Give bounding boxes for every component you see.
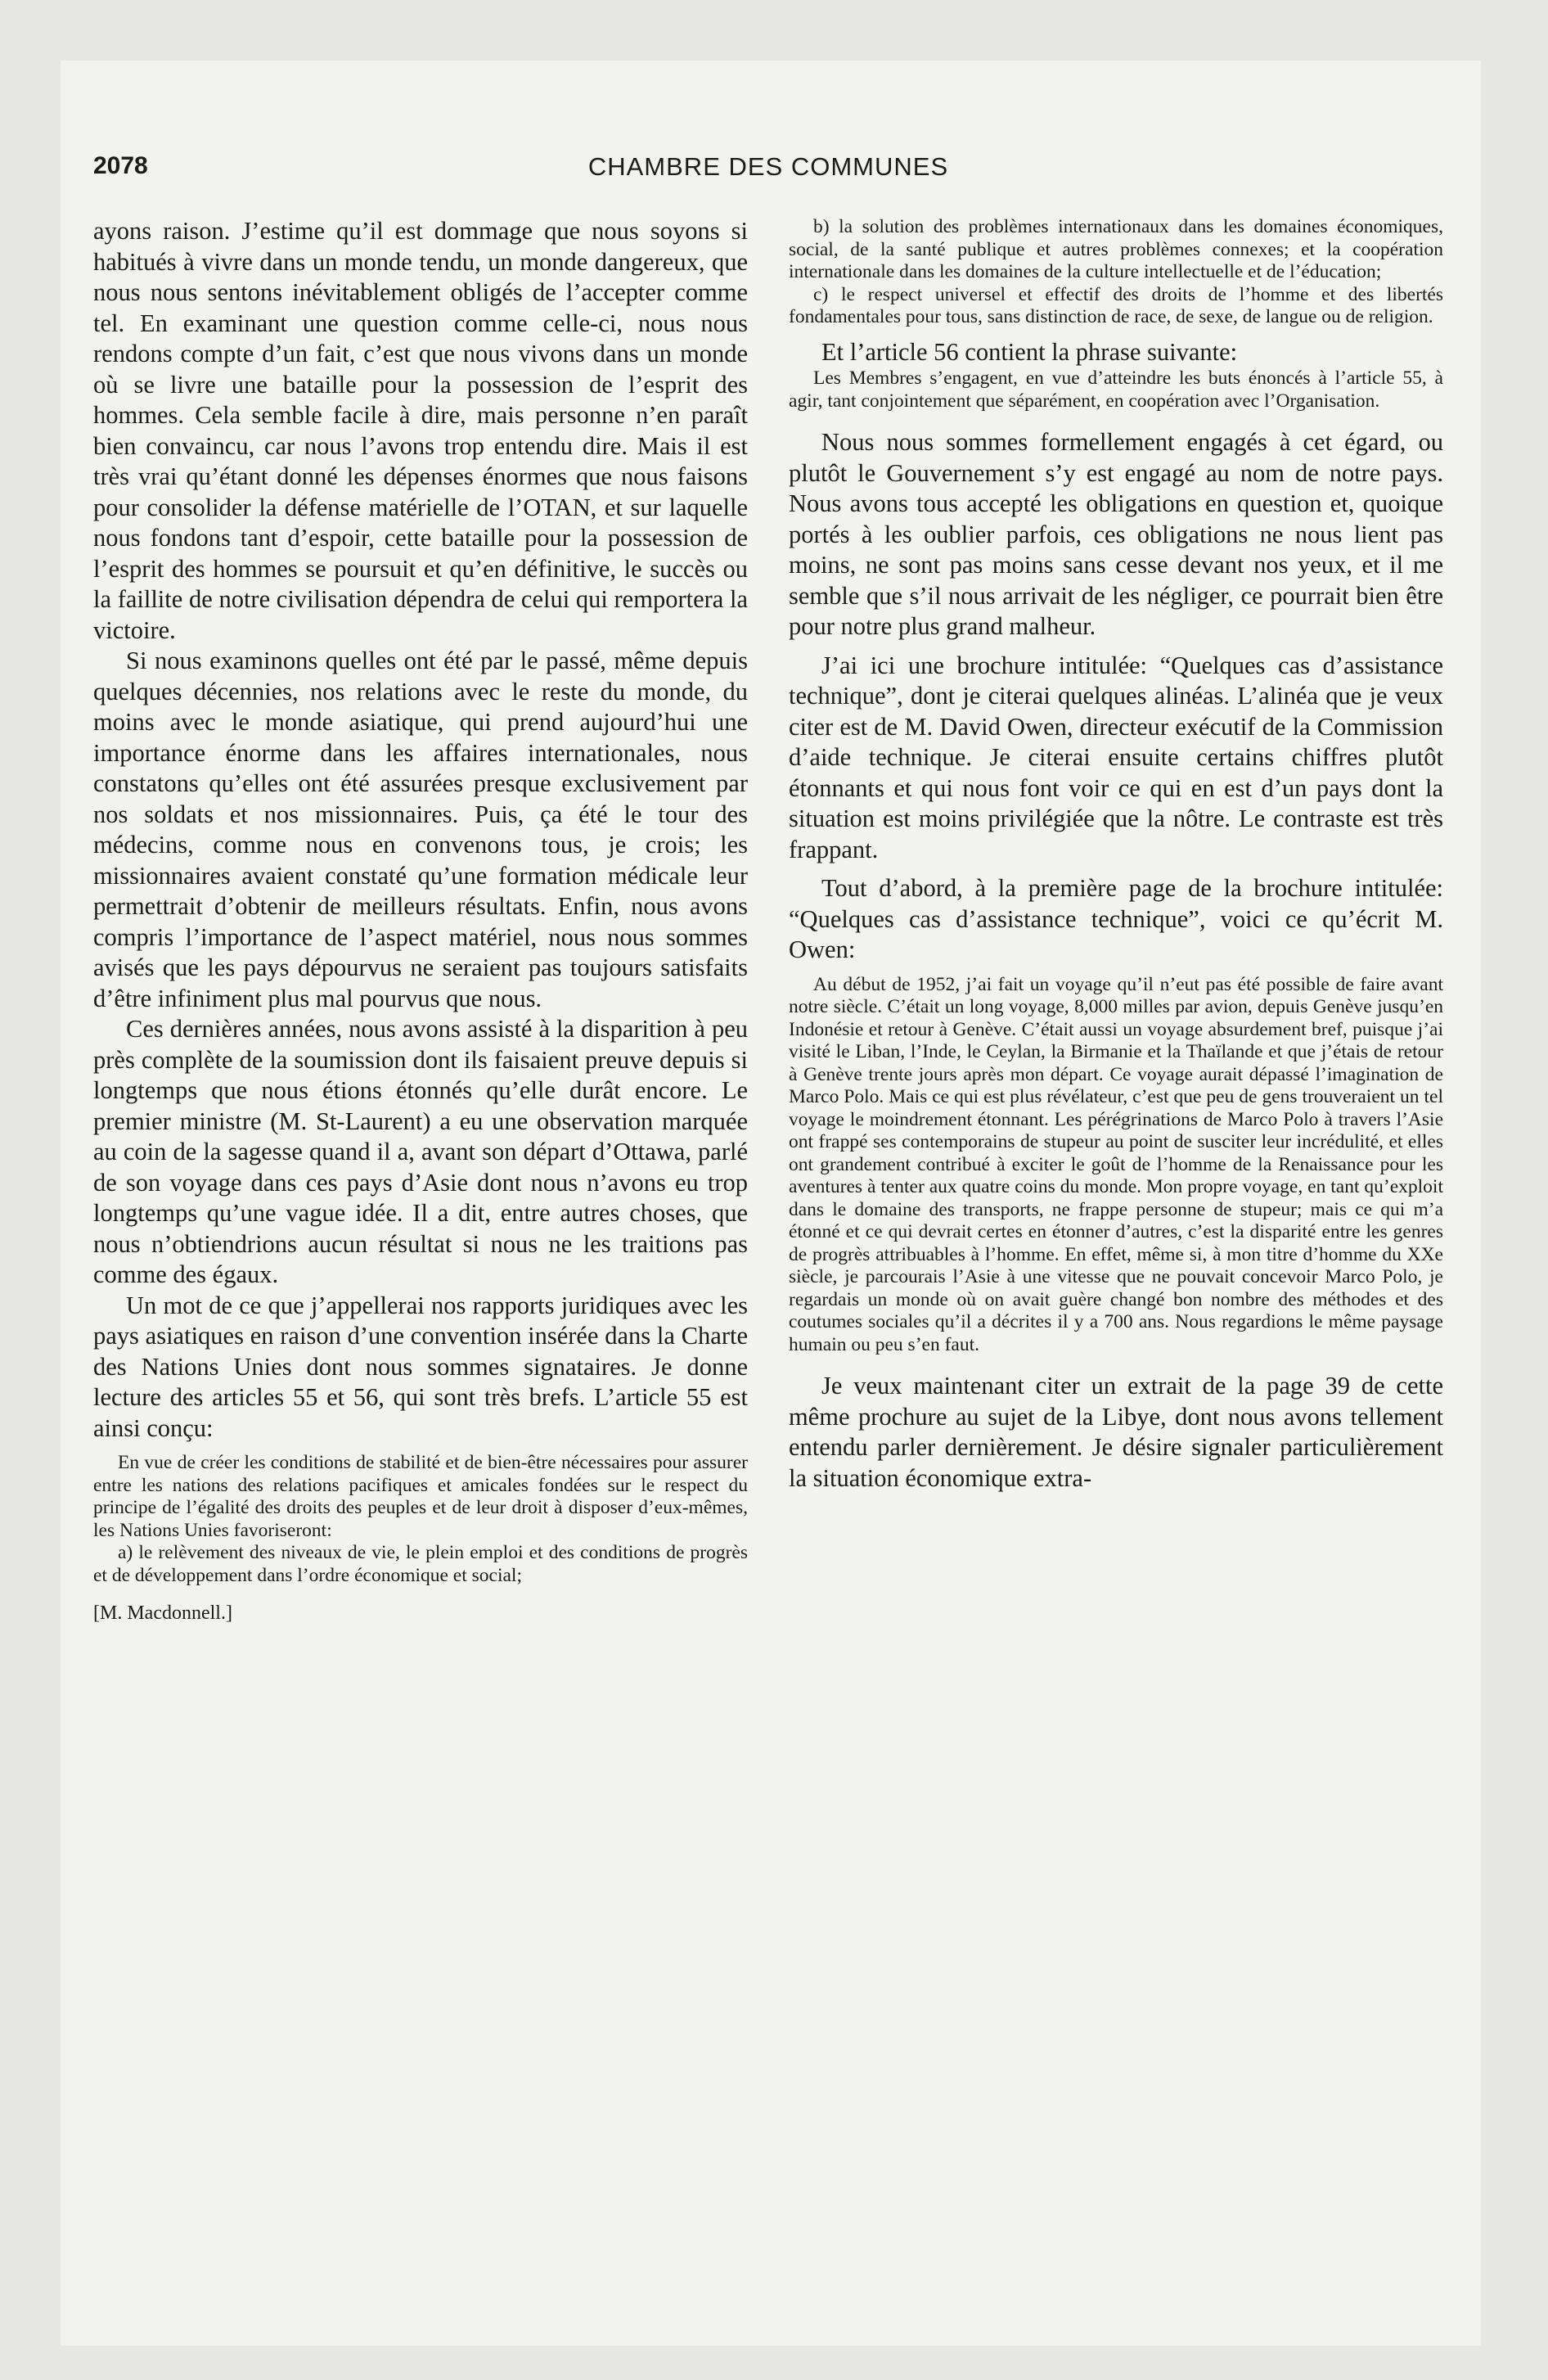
paragraph: Ces dernières années, nous avons assisté à la disparition à peu près complète de la soumission dont ils faisaient preuve depuis si longtemps que nous étions étonnés qu’elle durât encore. Le premier ministre (M. St-Laurent) a eu une observation marquée au coin de la sagesse quand il a, avant son départ d’Ottawa, parlé de son voyage dans ces pays d’Asie dont nous n’avons eu trop longtemps qu’une vague idée. Il a dit, entre autres choses, que nous n’obtiendrions aucun résultat si nous ne les traitions pas comme des égaux. [93,1015,748,1288]
quoted-text: b) la solution des problèmes internationaux dans les domaines économiques, social, de la santé publique et autres problèmes connexes; et la coopération internationale dans les domaines de la culture intellectuelle et de l’éducation; [789,216,1443,282]
paragraph: Nous nous sommes formellement engagés à cet égard, ou plutôt le Gouvernement s’y est engagé au nom de notre pays. Nous avons tous accepté les obligations en question et, quoique portés à les oublier parfois, ces obligations ne nous lient pas moins, ne sont pas moins sans cesse devant nos yeux, et il me semble que s’il nous arrivait de les négliger, ce pourrait bien être pour notre plus grand malheur. [789,428,1443,640]
quoted-text: En vue de créer les conditions de stabilité et de bien-être nécessaires pour assurer entre les nations des relations pacifiques et amicales fondées sur le respect du principe de l’égalité des droits des peuples et de leur droit à disposer d’eux-mêmes, les Nations Unies favoriseront: [93,1452,748,1541]
paragraph: J’ai ici une brochure intitulée: “Quelques cas d’assistance technique”, dont je citerai quelques alinéas. L’alinéa que je veux citer est de M. David Owen, directeur exécutif de la Commission d’aide technique. Je citerai ensuite certains chiffres plutôt étonnants et qui nous font voir ce qui en est d’un pays dont la situation est moins privilégiée que la nôtre. Le contraste est très frappant. [789,651,1443,863]
document-page [61,61,1481,2346]
page-header [93,152,1443,185]
paragraph: ayons raison. J’estime qu’il est dommage que nous soyons si habitués à vivre dans un monde tendu, un monde dangereux, que nous nous sentons inévitablement obligés de l’accepter comme tel. En examinant une question comme celle-ci, nous nous rendons compte d’un fait, c’est que nous vivons dans un monde où se livre une bataille pour la possession de l’esprit des hommes. Cela semble facile à dire, mais personne n’en paraît bien convaincu, car nous l’avons trop entendu dire. Mais il est très vrai qu’étant donné les dépenses énormes que nous faisons pour consolider la défense matérielle de l’OTAN, et sur laquelle nous fondons tant d’espoir, cette bataille pour la possession de l’esprit des hommes se poursuit et qu’en définitive, le succès ou la faillite de notre civilisation dépendra de celui qui remportera la victoire. [93,217,748,644]
paragraph: Un mot de ce que j’appellerai nos rapports juridiques avec les pays asiatiques en raison d’une convention insérée dans la Charte des Nations Unies dont nous sommes signataires. Je donne lecture des articles 55 et 56, qui sont très brefs. L’article 55 est ainsi conçu: [93,1291,748,1442]
right-column [789,216,1443,1494]
page-number: 2078 [93,152,148,179]
paragraph: Et l’article 56 contient la phrase suivante: [821,337,1238,366]
paragraph: Je veux maintenant citer un extrait de la page 39 de cette même prochure au sujet de la Libye, dont nous avons tellement entendu parler dernièrement. Je désire signaler particulièrement la situation économique extra- [789,1372,1443,1492]
quoted-text: a) le relèvement des niveaux de vie, le plein emploi et des conditions de progrès et de développement dans l’ordre économique et social; [93,1542,748,1586]
speaker-attribution: [M. Macdonnell.] [93,1602,232,1624]
running-title: CHAMBRE DES COMMUNES [587,152,949,181]
quoted-text: Les Membres s’engagent, en vue d’atteindre les buts énoncés à l’article 55, à agir, tant conjointement que séparément, en coopération avec l’Organisation. [789,367,1443,412]
paragraph: Tout d’abord, à la première page de la brochure intitulée: “Quelques cas d’assistance technique”, voici ce qu’écrit M. Owen: [789,874,1443,963]
left-column [93,216,748,1625]
quoted-text: c) le respect universel et effectif des droits de l’homme et des libertés fondamentales pour tous, sans distinction de race, de sexe, de langue ou de religion. [789,283,1443,327]
paragraph: Si nous examinons quelles ont été par le passé, même depuis quelques décennies, nos relations avec le reste du monde, du moins avec le monde asiatique, qui prend aujourd’hui une importance énorme dans les affaires internationales, nous constatons qu’elles ont été assurées presque exclusivement par nos soldats et nos missionnaires. Puis, ça été le tour des médecins, comme nous en convenons tous, je crois; les missionnaires avaient constaté qu’une formation médicale leur permettrait d’obtenir de meilleurs résultats. Enfin, nous avons compris l’importance de l’aspect matériel, nous nous sommes avisés que les pays dépourvus ne seraient pas toujours satisfaits d’être infiniment plus mal pourvus que nous. [93,647,748,1012]
quoted-text: Au début de 1952, j’ai fait un voyage qu’il n’eut pas été possible de faire avant notre siècle. C’était un long voyage, 8,000 milles par avion, depuis Genève jusqu’en Indonésie et retour à Genève. C’était aussi un voyage absurdement bref, puisque j’ai visité le Liban, l’Inde, le Ceylan, la Birmanie et la Thaïlande et que j’étais de retour à Genève trente jours après mon départ. Ce voyage aurait dépassé l’imagination de Marco Polo. Mais ce qui est plus révélateur, c’est que peu de gens trouveraient un tel voyage le moindrement étonnant. Les pérégrinations de Marco Polo à travers l’Asie ont frappé ses contemporains de stupeur au point de susciter leur incrédulité, et elles ont grandement contribué à exciter le goût de l’homme de la Renaissance pour les aventures à tenter aux quatre coins du monde. Mon propre voyage, en tant qu’exploit dans le domaine des transports, ne frappe personne de stupeur; mais ce qui m’a étonné et ce qui devrait certes en étonner d’autres, c’est la disparité entre les genres de progrès attribuables à l’homme. En effet, même si, à mon titre d’homme du XXe siècle, je parcourais l’Asie à une vitesse que ne pouvait concevoir Marco Polo, je regardais un monde où on avait guère changé bon nombre des méthodes et des coutumes sociales qu’il a décrites il y a 700 ans. Nous regardions le même paysage humain ou peu s’en faut. [789,973,1443,1355]
